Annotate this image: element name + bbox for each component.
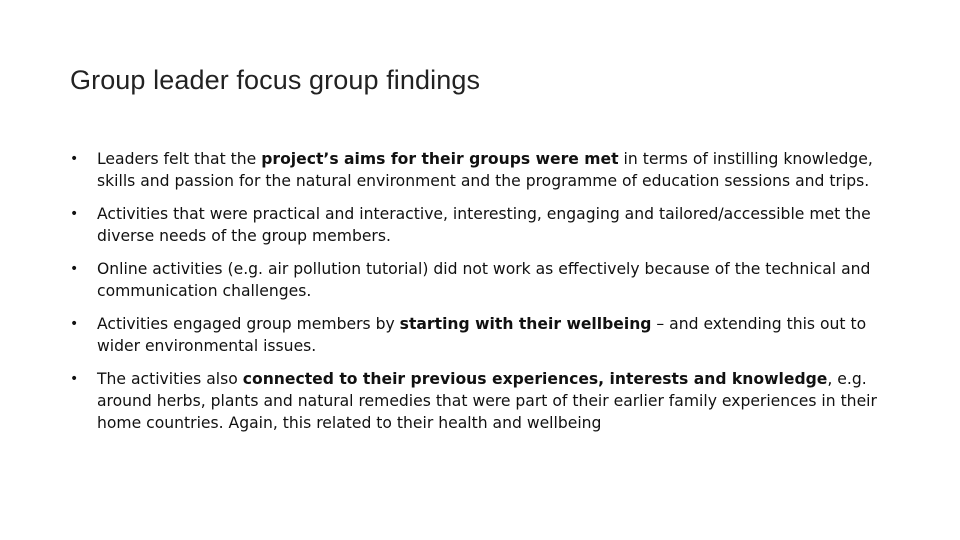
bullet-text: The activities also bbox=[97, 370, 243, 388]
bullet-text: Activities engaged group members by bbox=[97, 315, 400, 333]
bullet-item bbox=[70, 368, 900, 434]
bullet-icon: • bbox=[70, 206, 79, 222]
bullet-icon: • bbox=[70, 261, 79, 277]
bullet-text: – and extending this out to wider environmental issues. bbox=[97, 315, 867, 355]
bullet-emphasis: starting with their wellbeing bbox=[399, 315, 652, 333]
bullet-item bbox=[70, 313, 900, 357]
bullet-text: Online activities (e.g. air pollution tutorial) did not work as effectively because of the technical and communication challenges. bbox=[97, 260, 871, 300]
bullet-item bbox=[70, 203, 900, 247]
bullet-text: Activities that were practical and interactive, interesting, engaging and tailored/accessible met the diverse needs of the group members. bbox=[97, 205, 871, 245]
bullet-list bbox=[70, 148, 900, 445]
bullet-icon: • bbox=[70, 371, 79, 387]
bullet-text: in terms of instilling knowledge, skills and passion for the natural environment and the programme of education sessions and trips. bbox=[97, 150, 873, 190]
slide-title: Group leader focus group findings bbox=[70, 65, 481, 95]
bullet-text: Leaders felt that the bbox=[97, 150, 262, 168]
bullet-icon: • bbox=[70, 316, 79, 332]
bullet-text: , e.g. around herbs, plants and natural remedies that were part of their earlier family experiences in their home countries. Again, this related to their health and wellbeing bbox=[97, 370, 877, 432]
bullet-emphasis: connected to their previous experiences, interests and knowledge bbox=[242, 370, 828, 388]
bullet-icon: • bbox=[70, 151, 79, 167]
bullet-item bbox=[70, 148, 900, 192]
bullet-emphasis: project’s aims for their groups were met bbox=[261, 150, 619, 168]
bullet-item bbox=[70, 258, 900, 302]
